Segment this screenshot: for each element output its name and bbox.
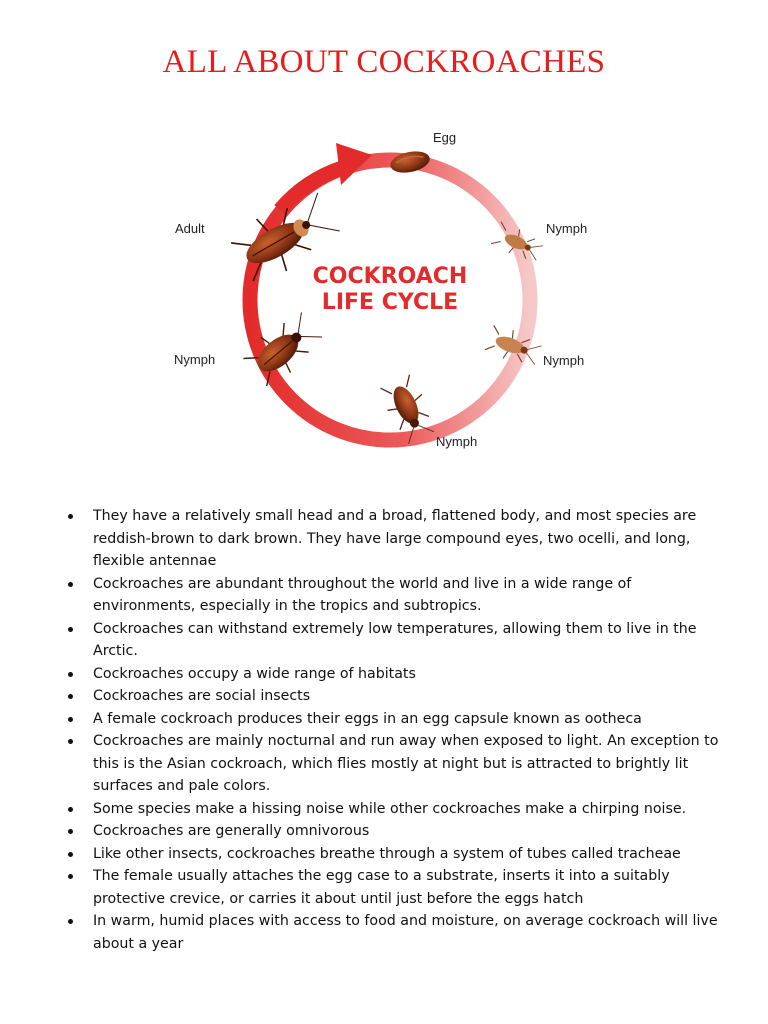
bullet-icon [68, 694, 73, 699]
fact-text: Some species make a hissing noise while other cockroaches make a chirping noise. [93, 800, 687, 817]
bullet-icon [68, 739, 73, 744]
diagram-title-line-1: COCKROACH [312, 264, 468, 289]
fact-item [68, 708, 728, 731]
fact-item [68, 618, 728, 663]
life-cycle-svg [160, 115, 610, 460]
fact-text: Like other insects, cockroaches breathe through a system of tubes called tracheae [93, 845, 681, 862]
stage-label-nymph-left: Nymph [174, 352, 216, 367]
fact-item [68, 798, 728, 821]
fact-item [68, 505, 728, 573]
fact-text: They have a relatively small head and a broad, flattened body, and most species are reddish-brown to dark brown. They have large compound eyes, two ocelli, and long, flexible antennae [93, 508, 697, 569]
bullet-icon [68, 582, 73, 587]
cycle-arrow-tail [280, 168, 342, 210]
fact-text: In warm, humid places with access to food and moisture, on average cockroach will live about a year [93, 913, 718, 952]
stage-label-nymph-right-top: Nymph [546, 221, 588, 236]
bullet-icon [68, 514, 73, 519]
fact-text: A female cockroach produces their eggs in an egg capsule known as ootheca [93, 710, 642, 727]
bullet-icon [68, 874, 73, 879]
fact-text: Cockroaches are social insects [93, 688, 311, 704]
stage-label-nymph-right-bottom: Nymph [543, 353, 585, 368]
stage-label-egg: Egg [433, 130, 457, 145]
fact-item [68, 865, 728, 910]
bullet-icon [68, 627, 73, 632]
fact-item [68, 843, 728, 866]
fact-text: Cockroaches can withstand extremely low temperatures, allowing them to live in the Arctic. [93, 620, 697, 659]
fact-item [68, 573, 728, 618]
document-title: ALL ABOUT COCKROACHES [162, 44, 606, 80]
fact-item [68, 685, 728, 708]
bullet-icon [68, 717, 73, 722]
fact-item [68, 910, 728, 955]
bullet-icon [68, 672, 73, 677]
fact-text: Cockroaches are abundant throughout the world and live in a wide range of environments, especially in the tropics and subtropics. [93, 575, 632, 614]
stage-label-adult: Adult [175, 221, 205, 236]
fact-text: Cockroaches are mainly nocturnal and run away when exposed to light. An exception to this is the Asian cockroach, which flies mostly at night but is attracted to brightly lit surfaces and pale colors. [93, 733, 719, 794]
fact-item [68, 663, 728, 686]
facts-list [68, 505, 728, 955]
fact-text: Cockroaches are generally omnivorous [93, 823, 370, 839]
bullet-icon [68, 919, 73, 924]
bullet-icon [68, 807, 73, 812]
bullet-icon [68, 852, 73, 857]
stage-label-nymph-bottom: Nymph [436, 434, 478, 449]
fact-text: The female usually attaches the egg case to a substrate, inserts it into a suitably protective crevice, or carries it about until just before the eggs hatch [93, 868, 670, 907]
fact-item [68, 730, 728, 798]
fact-item [68, 820, 728, 843]
diagram-title-line-2: LIFE CYCLE [321, 290, 459, 315]
life-cycle-diagram [160, 115, 610, 460]
bullet-icon [68, 829, 73, 834]
fact-text: Cockroaches occupy a wide range of habitats [93, 665, 416, 682]
